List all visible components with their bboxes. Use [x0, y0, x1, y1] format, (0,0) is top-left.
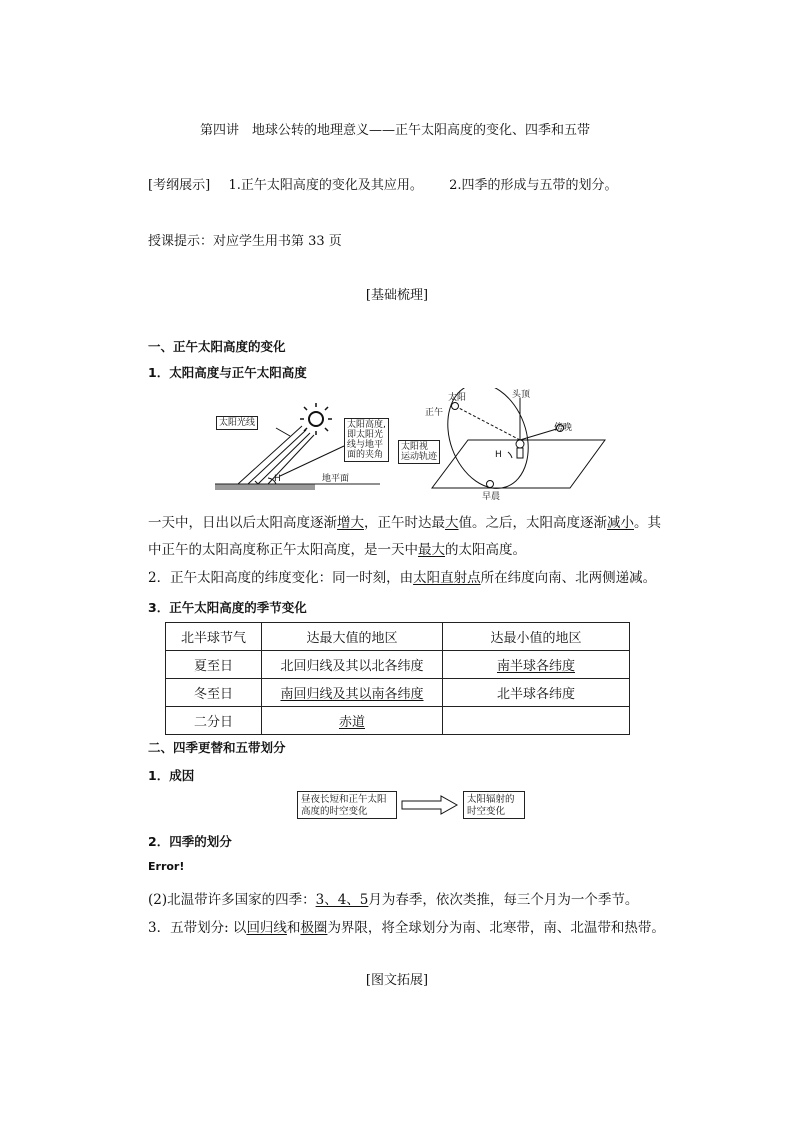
table-cell [262, 679, 443, 707]
seasons-text: 月为春季，依次类推，每三个月为一个季节。 [368, 892, 639, 908]
part2-heading: 二、四季更替和五带划分 [148, 740, 286, 755]
label-noon: 正午 [425, 408, 444, 418]
zones-text: 和 [286, 920, 301, 936]
sub2-blank: 太阳直射点 [413, 570, 481, 586]
outline-label: [考纲展示] [148, 178, 211, 193]
cell-blank: 南回归线及其以南各纬度 [280, 687, 424, 702]
table-row [166, 707, 630, 735]
noon-ray [455, 406, 520, 440]
table-cell [443, 651, 630, 679]
part1-sub2 [148, 570, 656, 586]
flow-right-line: 时空变化 [467, 806, 506, 817]
para-text: 中正午的太阳高度称正午太阳高度，是一天中 [148, 542, 418, 558]
zones-blank: 极圈 [300, 920, 328, 936]
section-ext: [图文拓展] [365, 973, 429, 988]
table-cell [262, 707, 443, 735]
sunlight-leader [276, 428, 290, 436]
seasons-text: (2)北温带许多国家的四季： [148, 892, 316, 908]
section-basic: [基础梳理] [365, 288, 429, 303]
table-cell [443, 679, 630, 707]
def-line: 即太阳光 [347, 430, 384, 440]
seasons-para [148, 892, 638, 908]
zones-text: 为界限，将全球划分为南、北寒带，南、北温带和热带。 [327, 920, 665, 936]
table-header: 达最小值的地区 [443, 623, 630, 651]
ground-strip [215, 484, 315, 490]
part1-sub1: 1．太阳高度与正午太阳高度 [148, 365, 307, 380]
label-sun-path [398, 440, 440, 464]
cell-blank: 南半球各纬度 [496, 659, 575, 674]
morning-sun [487, 481, 494, 488]
table-row [166, 651, 630, 679]
def-line: 面的夹角 [347, 450, 384, 460]
outline-item-2: 2.四季的形成与五带的划分。 [449, 178, 618, 193]
para-blank: 增大 [337, 515, 364, 531]
cause-flow-diagram [297, 790, 527, 824]
part1-sub3: 3．正午太阳高度的季节变化 [148, 600, 307, 615]
table-cell [262, 651, 443, 679]
zones-blank: 回归线 [246, 920, 287, 936]
para-text: 值。之后，太阳高度逐渐 [458, 515, 607, 531]
seasons-blank: 3、4、5 [315, 892, 369, 908]
sun-height-figure [210, 388, 610, 503]
para-blank: 大 [445, 515, 459, 531]
para-blank: 减小 [607, 515, 634, 531]
para-line-1 [148, 515, 661, 531]
label-h-left: H [274, 474, 281, 484]
sub2-text: 所在纬度向南、北两侧递减。 [480, 570, 657, 586]
error-text: Error! [148, 860, 185, 873]
cell-text: 北回归线及其以北各纬度 [280, 659, 424, 674]
season-table [165, 622, 630, 735]
part2-sub1: 1．成因 [148, 768, 195, 783]
para-blank: 最大 [418, 542, 445, 558]
hint-text: 授课提示：对应学生用书第 33 页 [148, 234, 342, 249]
table-header: 北半球节气 [166, 623, 262, 651]
table-cell: 夏至日 [166, 651, 262, 679]
table-row [166, 679, 630, 707]
part2-sub2: 2．四季的划分 [148, 834, 232, 849]
sub2-text: 2．正午太阳高度的纬度变化：同一时刻，由 [148, 570, 414, 586]
cell-text: 北半球各纬度 [496, 687, 575, 702]
label-evening: 傍晚 [554, 423, 573, 433]
flow-box-right [463, 791, 525, 819]
flow-box-left [297, 791, 397, 819]
table-cell [443, 707, 630, 735]
path-line-2: 运动轨迹 [401, 452, 438, 462]
label-sun-height-definition [344, 418, 389, 462]
path-line-1: 太阳视 [401, 442, 429, 452]
table-header-row [166, 623, 630, 651]
sun-icon [300, 403, 332, 435]
table-cell: 二分日 [166, 707, 262, 735]
flow-left-line: 昼夜长短和正午太阳 [301, 794, 387, 805]
flow-left-line: 高度的时空变化 [301, 806, 368, 817]
def-line: 线与地平 [347, 440, 384, 450]
para-line-2 [148, 542, 526, 558]
label-morning: 早晨 [482, 492, 501, 502]
flow-arrow-icon [401, 795, 459, 815]
def-line: 太阳高度, [347, 420, 386, 430]
para-text: ，正午时达最 [364, 515, 445, 531]
para-text: 。其 [634, 515, 661, 531]
noon-sun [452, 403, 459, 410]
label-sun: 太阳 [448, 393, 467, 403]
label-ground: 地平面 [322, 474, 350, 484]
outline-line [148, 178, 618, 194]
observer-icon [516, 440, 524, 458]
outline-item-1: 1.正午太阳高度的变化及其应用。 [228, 178, 423, 193]
flow-right-line: 太阳辐射的 [467, 794, 515, 805]
table-header: 达最大值的地区 [262, 623, 443, 651]
zones-text: 3．五带划分: 以 [148, 920, 247, 936]
label-h-right: H [495, 450, 502, 460]
part2-sub3 [148, 920, 665, 936]
label-sunlight: 太阳光线 [216, 416, 258, 430]
label-zenith: 头顶 [512, 390, 531, 400]
angle-arc-right [508, 452, 512, 458]
page-title: 第四讲 地球公转的地理意义——正午太阳高度的变化、四季和五带 [200, 123, 591, 138]
cell-blank: 赤道 [338, 715, 365, 730]
table-cell: 冬至日 [166, 679, 262, 707]
para-text: 的太阳高度。 [445, 542, 526, 558]
part1-heading: 一、正午太阳高度的变化 [148, 339, 286, 354]
para-text: 一天中，日出以后太阳高度逐渐 [148, 515, 337, 531]
